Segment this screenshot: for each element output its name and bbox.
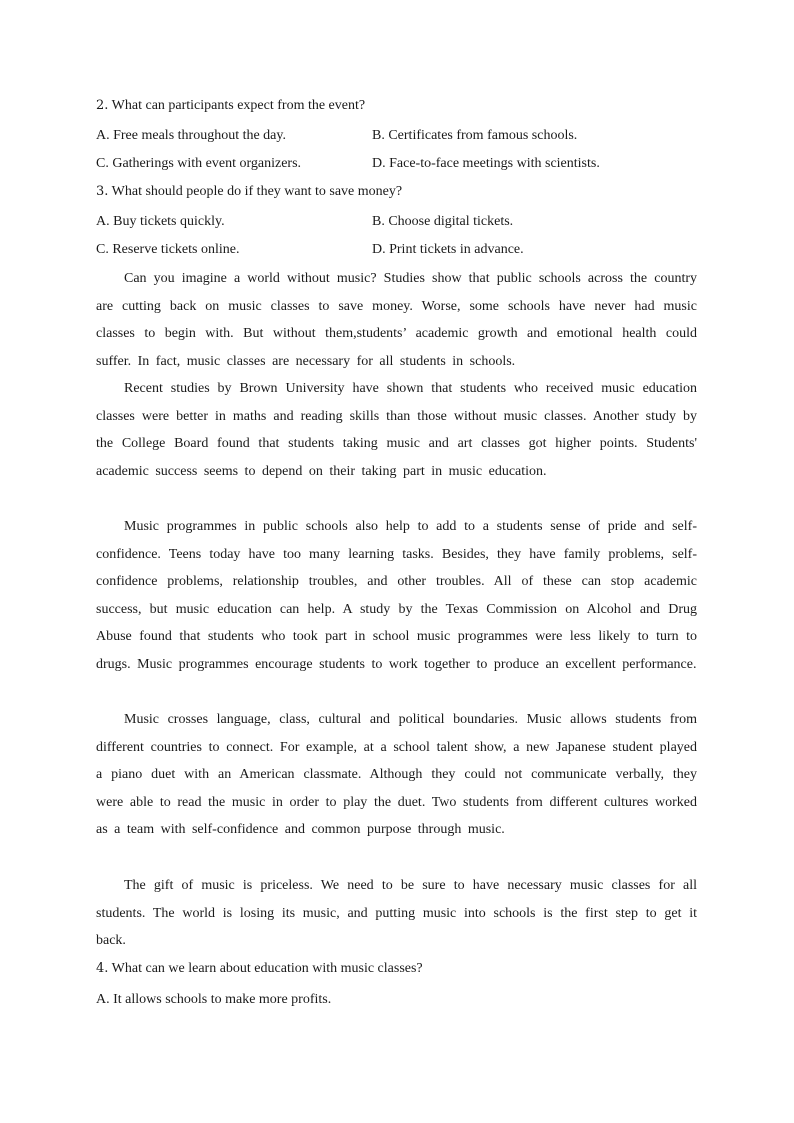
question-number: 2. <box>96 98 109 113</box>
question-text: What can participants expect from the event? <box>111 98 366 113</box>
passage-paragraph-3: Music programmes in public schools also help to add to a students sense of pride and self-confidence. Teens today have too many learning tasks. Besides, they have family problems, self-confidence problems, relationship troubles, and other troubles. All of these can stop academic success, but music education can help. A study by the Texas Commission on Alcohol and Drug Abuse found that students who took part in school music programmes were less likely to turn to drugs. Music programmes encourage students to work together to produce an excellent performance. <box>96 519 697 672</box>
question-3 <box>96 182 402 202</box>
option-d: D. Print tickets in advance. <box>372 242 524 257</box>
question-4 <box>96 959 423 979</box>
question-text: What can we learn about education with music classes? <box>111 961 423 976</box>
option-c: C. Gatherings with event organizers. <box>96 156 302 171</box>
passage-paragraph-4: Music crosses language, class, cultural and political boundaries. Music allows students from different countries to connect. For example, at a school talent show, a new Japanese student played a piano duet with an American classmate. Although they could not communicate verbally, they were able to read the music in order to play the duet. Two students from different cultures worked as a team with self-confidence and common purpose through music. <box>96 712 697 838</box>
passage-paragraph-1: Can you imagine a world without music? Studies show that public schools across the country are cutting back on music classes to save money. Worse, some schools have never had music classes to begin with. But without them,students’ academic growth and emotional health could suffer. In fact, music classes are necessary for all students in schools. <box>96 271 697 369</box>
passage-paragraph-5: The gift of music is priceless. We need to be sure to have necessary music classes for all students. The world is losing its music, and putting music into schools is the first step to get it back. <box>96 878 697 949</box>
option-a: A. Free meals throughout the day. <box>96 128 286 143</box>
option-d: D. Face-to-face meetings with scientists. <box>372 156 600 171</box>
passage-paragraph-2: Recent studies by Brown University have shown that students who received music education classes were better in maths and reading skills than those without music classes. Another study by the College Board found that students taking music and art classes got higher points. Students' academic success seems to depend on their taking part in music education. <box>96 381 697 479</box>
option-a: A. Buy tickets quickly. <box>96 214 225 229</box>
question-text: What should people do if they want to save money? <box>111 184 403 199</box>
option-b: B. Certificates from famous schools. <box>372 128 578 143</box>
option-b: B. Choose digital tickets. <box>372 214 514 229</box>
question-number: 3. <box>96 184 109 199</box>
question-2 <box>96 96 365 116</box>
option-a: A. It allows schools to make more profits. <box>96 992 332 1007</box>
option-c: C. Reserve tickets online. <box>96 242 240 257</box>
question-number: 4. <box>96 961 109 976</box>
